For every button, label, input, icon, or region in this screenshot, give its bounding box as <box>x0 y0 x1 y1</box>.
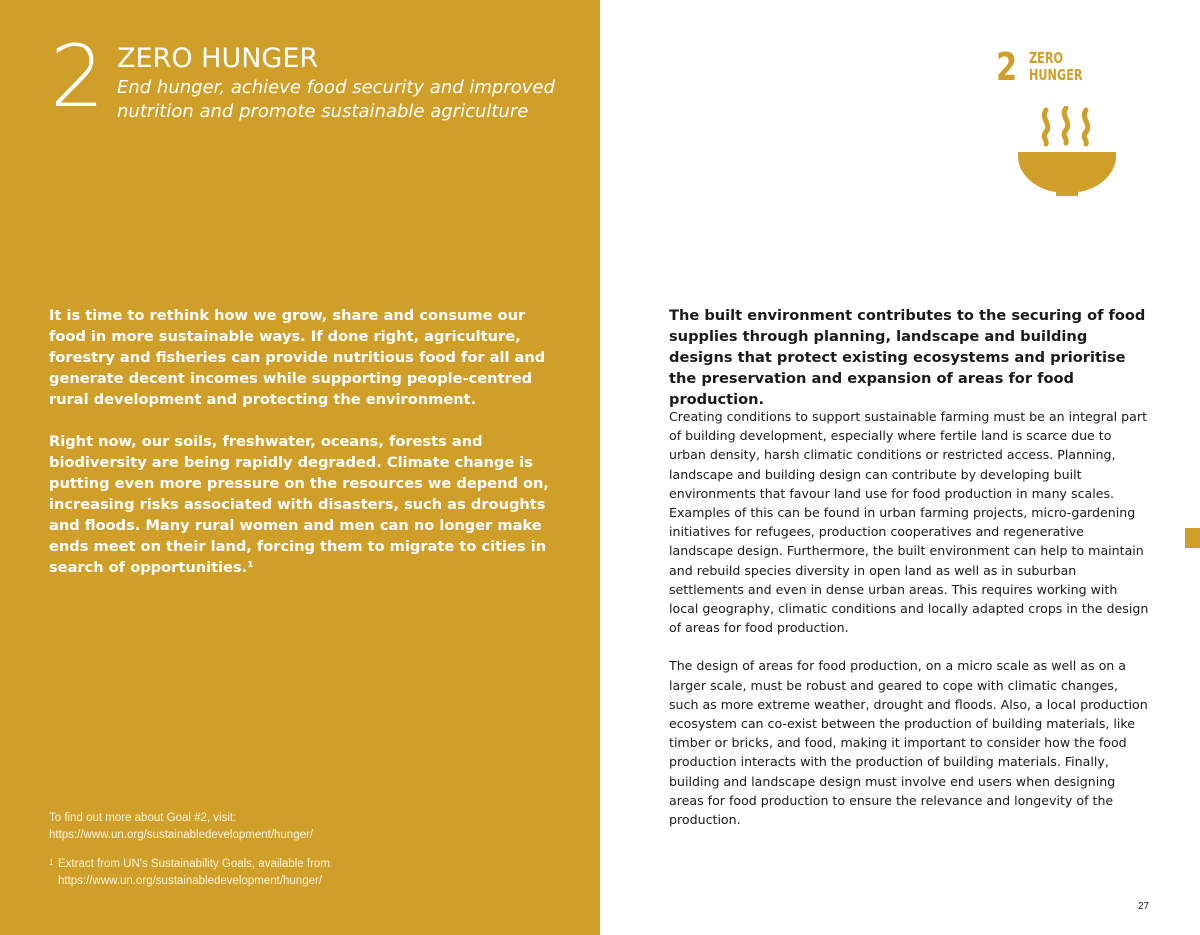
footnote-text: Extract from UN's Sustainability Goals, available from <box>58 858 330 870</box>
intro-paragraph: Right now, our soils, freshwater, oceans, forests and biodiversity are being rapidly degraded. Climate change is putting even more pressure on the resources we depend on, increasing risks associated with disasters, such as droughts and floods. Many rural women and men can no longer make ends meet on their land, forcing them to migrate to cities in search of opportunities.¹ <box>49 433 549 576</box>
right-lead-text: The built environment contributes to the securing of food supplies through planning, landscape and building designs that protect existing ecosystems and prioritise the preservation and expansion of areas for food production. <box>669 307 1146 408</box>
footnote <box>49 856 449 890</box>
sdg-icon-label-line: ZERO <box>1029 49 1064 67</box>
find-more-link[interactable]: https://www.un.org/sustainabledevelopment/hunger/ <box>49 829 314 841</box>
goal-number: 2 <box>50 27 105 127</box>
footnote-marker: 1 <box>49 858 54 867</box>
body-paragraph: Creating conditions to support sustainable farming must be an integral part of building development, especially where fertile land is scarce due to urban density, harsh climatic conditions or restricted access. Planning, landscape and building design can contribute by developing built environments that favour land use for food production in many scales. Examples of this can be found in urban farming projects, micro-gardening initiatives for refugees, production cooperatives and regenerative landscape design. Furthermore, the built environment can help to maintain and rebuild species diversity in open land as well as in suburban settlements and even in dense urban areas. This requires working with local geography, climatic conditions and locally adapted crops in the design of areas for food production. <box>669 409 1149 636</box>
find-more-text: To find out more about Goal #2, visit: <box>49 812 237 824</box>
footnote-link[interactable]: https://www.un.org/sustainabledevelopment/hunger/ <box>58 875 323 887</box>
steaming-bowl-icon <box>1016 106 1118 196</box>
page-number: 27 <box>1138 901 1150 912</box>
find-more-note <box>49 810 449 844</box>
sdg-icon-label-line: HUNGER <box>1029 66 1083 84</box>
intro-paragraph: It is time to rethink how we grow, share and consume our food in more sustainable ways. If done right, agriculture, forestry and fisheries can provide nutritious food for all and generate decent incomes while supporting people-centred rural development and protecting the environment. <box>49 307 546 408</box>
sdg-icon-label <box>1029 50 1083 84</box>
sdg-goal-icon <box>996 45 1126 198</box>
goal-subtitle: End hunger, achieve food security and improved nutrition and promote sustainable agriculture <box>117 77 555 122</box>
intro-text <box>49 305 549 599</box>
sdg-icon-number: 2 <box>996 45 1018 89</box>
body-paragraph: The design of areas for food production, on a micro scale as well as on a larger scale, must be robust and geared to cope with climatic changes, such as more extreme weather, drought and floods. Also, a local production ecosystem can co-exist between the production of building materials, like timber or bricks, and food, making it important to consider how the food production interacts with the production of building materials. Finally, building and landscape design must involve end users when designing areas for food production to ensure the relevance and longevity of the production. <box>669 658 1148 828</box>
right-body-text <box>669 407 1149 848</box>
goal-title: ZERO HUNGER <box>117 43 319 74</box>
section-tab-marker <box>1185 528 1200 548</box>
